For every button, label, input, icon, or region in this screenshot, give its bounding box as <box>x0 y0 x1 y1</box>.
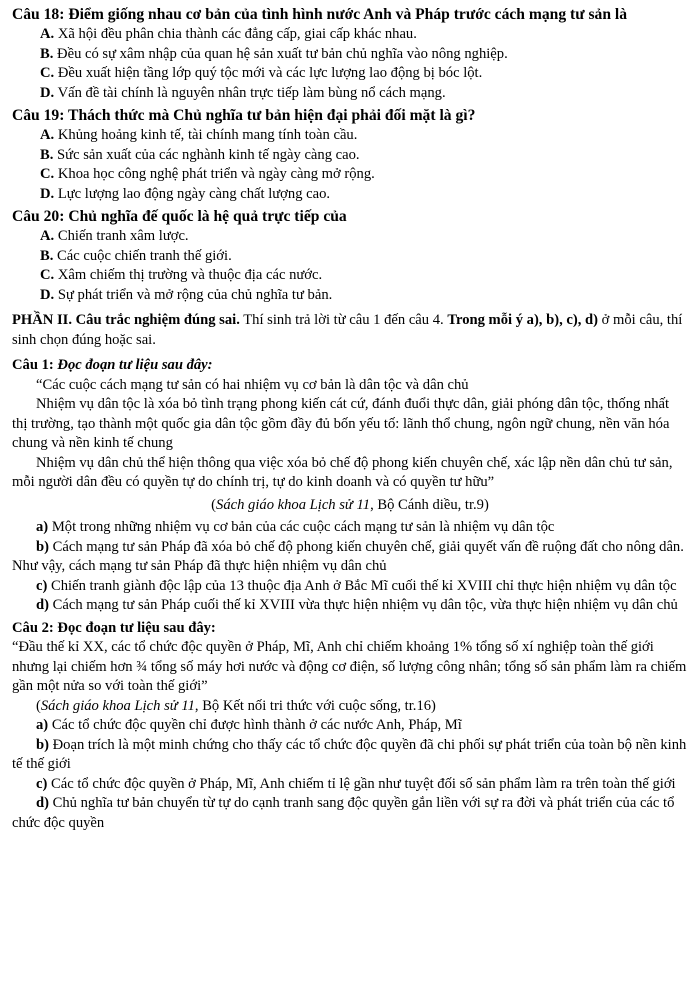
statement-c[interactable]: c) Các tổ chức độc quyền ở Pháp, Mĩ, Anh chiếm tỉ lệ gần như tuyệt đối số sản phẩm làm ra trên toàn thế giới <box>36 775 676 792</box>
cau-label: Câu 2: <box>12 619 54 636</box>
option-d[interactable]: D. Vấn đề tài chính là nguyên nhân trực tiếp làm bùng nổ cách mạng. <box>40 84 446 101</box>
statement-d[interactable]: d) Cách mạng tư sản Pháp cuối thế kỉ XVIII vừa thực hiện nhiệm vụ dân tộc, vừa thực hiện nhiệm vụ dân chủ <box>36 597 678 613</box>
question-text: Thách thức mà Chủ nghĩa tư bản hiện đại phải đối mặt là gì? <box>68 107 476 124</box>
option-c[interactable]: C. Đều xuất hiện tầng lớp quý tộc mới và các lực lượng lao động bị bóc lột. <box>40 65 483 81</box>
cau-instruction: Đọc đoạn tư liệu sau đây: <box>57 357 213 373</box>
statement-d[interactable]: d) Chủ nghĩa tư bản chuyển từ tự do cạnh tranh sang độc quyền gắn liền với sự ra đời và phát triển của các tổ chức độc quyền <box>12 795 675 831</box>
part-2-bold: Trong mỗi ý a), b), c), d) <box>447 312 598 328</box>
part-2-heading <box>12 311 688 350</box>
statement-a[interactable]: a) Các tổ chức độc quyền chỉ được hình thành ở các nước Anh, Pháp, Mĩ <box>36 717 462 733</box>
option-c[interactable]: C. Xâm chiếm thị trường và thuộc địa các nước. <box>40 267 323 283</box>
part-2-intro: Thí sinh trả lời từ câu 1 đến câu 4. <box>239 312 448 328</box>
part-2-outro: ở mỗi câu, thí sinh chọn đúng hoặc sai. <box>12 312 683 348</box>
part-2-title: PHẦN II. Câu trắc nghiệm đúng sai. <box>12 312 240 328</box>
statement-a[interactable]: a) Một trong những nhiệm vụ cơ bản của các cuộc cách mạng tư sản là nhiệm vụ dân tộc <box>36 519 555 535</box>
cau-1-heading <box>12 356 688 376</box>
option-b[interactable]: B. Đều có sự xâm nhập của quan hệ sản xuất tư bản chủ nghĩa vào nông nghiệp. <box>40 45 508 62</box>
passage-source: (Sách giáo khoa Lịch sử 11, Bộ Kết nối tri thức với cuộc sống, tr.16) <box>36 697 436 714</box>
statement-b[interactable]: b) Cách mạng tư sản Pháp đã xóa bỏ chế độ phong kiến chuyên chế, giải quyết vấn đề ruộng đất cho nông dân. Như vậy, cách mạng tư sản Pháp đã thực hiện nhiệm vụ dân chủ <box>12 538 684 574</box>
option-a[interactable]: A. Chiến tranh xâm lược. <box>40 228 189 244</box>
option-d[interactable]: D. Lực lượng lao động ngày càng chất lượng cao. <box>40 185 331 202</box>
question-text: Chủ nghĩa đế quốc là hệ quả trực tiếp của <box>68 208 347 225</box>
question-label: Câu 19: <box>12 107 65 124</box>
option-a[interactable]: A. Khủng hoảng kinh tế, tài chính mang tính toàn cầu. <box>40 127 358 143</box>
statement-c[interactable]: c) Chiến tranh giành độc lập của 13 thuộc địa Anh ở Bắc Mĩ cuối thế kỉ XVIII chỉ thực hiện nhiệm vụ dân tộc <box>36 577 677 594</box>
statement-b[interactable]: b) Đoạn trích là một minh chứng cho thấy các tổ chức độc quyền đã chi phối sự phát triển của toàn bộ nền kinh tế thế giới <box>12 736 687 772</box>
question-18 <box>12 5 688 25</box>
cau-2-heading <box>12 619 688 639</box>
question-label: Câu 18: <box>12 6 65 23</box>
question-label: Câu 20: <box>12 208 65 225</box>
option-d[interactable]: D. Sự phát triển và mở rộng của chủ nghĩa tư bản. <box>40 286 333 303</box>
question-19 <box>12 106 688 126</box>
passage-source: (Sách giáo khoa Lịch sử 11, Bộ Cánh diều, tr.9) <box>211 496 489 513</box>
passage-paragraph: Nhiệm vụ dân tộc là xóa bỏ tình trạng phong kiến cát cứ, đánh đuổi thực dân, giải phóng dân tộc, thống nhất thị trường, tạo thành một quốc gia dân tộc gồm đầy đủ bốn yếu tố: lãnh thổ chung, ngôn ngữ chung, nền văn hóa chung và nền kinh tế chung <box>12 396 670 451</box>
passage-paragraph: “Đầu thế kỉ XX, các tổ chức độc quyền ở Pháp, Mĩ, Anh chỉ chiếm khoảng 1% tổng số xí nghiệp toàn thế giới nhưng lại chiếm hơn ¾ tổng số máy hơi nước và động cơ điện, số lượng công nhân; tổng số sản phẩm làm ra chiếm gần một nửa so với toàn thế giới” <box>12 639 687 694</box>
option-b[interactable]: B. Các cuộc chiến tranh thế giới. <box>40 247 232 264</box>
option-a[interactable]: A. Xã hội đều phân chia thành các đẳng cấp, giai cấp khác nhau. <box>40 26 417 42</box>
cau-label: Câu 1: <box>12 357 54 373</box>
passage-paragraph: Nhiệm vụ dân chủ thể hiện thông qua việc xóa bỏ chế độ phong kiến chuyên chế, xác lập nền dân chủ tư sản, mỗi người dân đều có quyền tự do chính trị, tự do kinh doanh và có quyền tư hữu” <box>12 454 673 490</box>
question-text: Điểm giống nhau cơ bản của tình hình nước Anh và Pháp trước cách mạng tư sản là <box>68 6 628 23</box>
passage-paragraph: “Các cuộc cách mạng tư sản có hai nhiệm vụ cơ bản là dân tộc và dân chủ <box>36 376 469 393</box>
question-20 <box>12 207 688 227</box>
cau-instruction: Đọc đoạn tư liệu sau đây: <box>57 619 216 636</box>
option-b[interactable]: B. Sức sản xuất của các nghành kinh tế ngày càng cao. <box>40 146 360 163</box>
option-c[interactable]: C. Khoa học công nghệ phát triển và ngày càng mở rộng. <box>40 166 375 182</box>
